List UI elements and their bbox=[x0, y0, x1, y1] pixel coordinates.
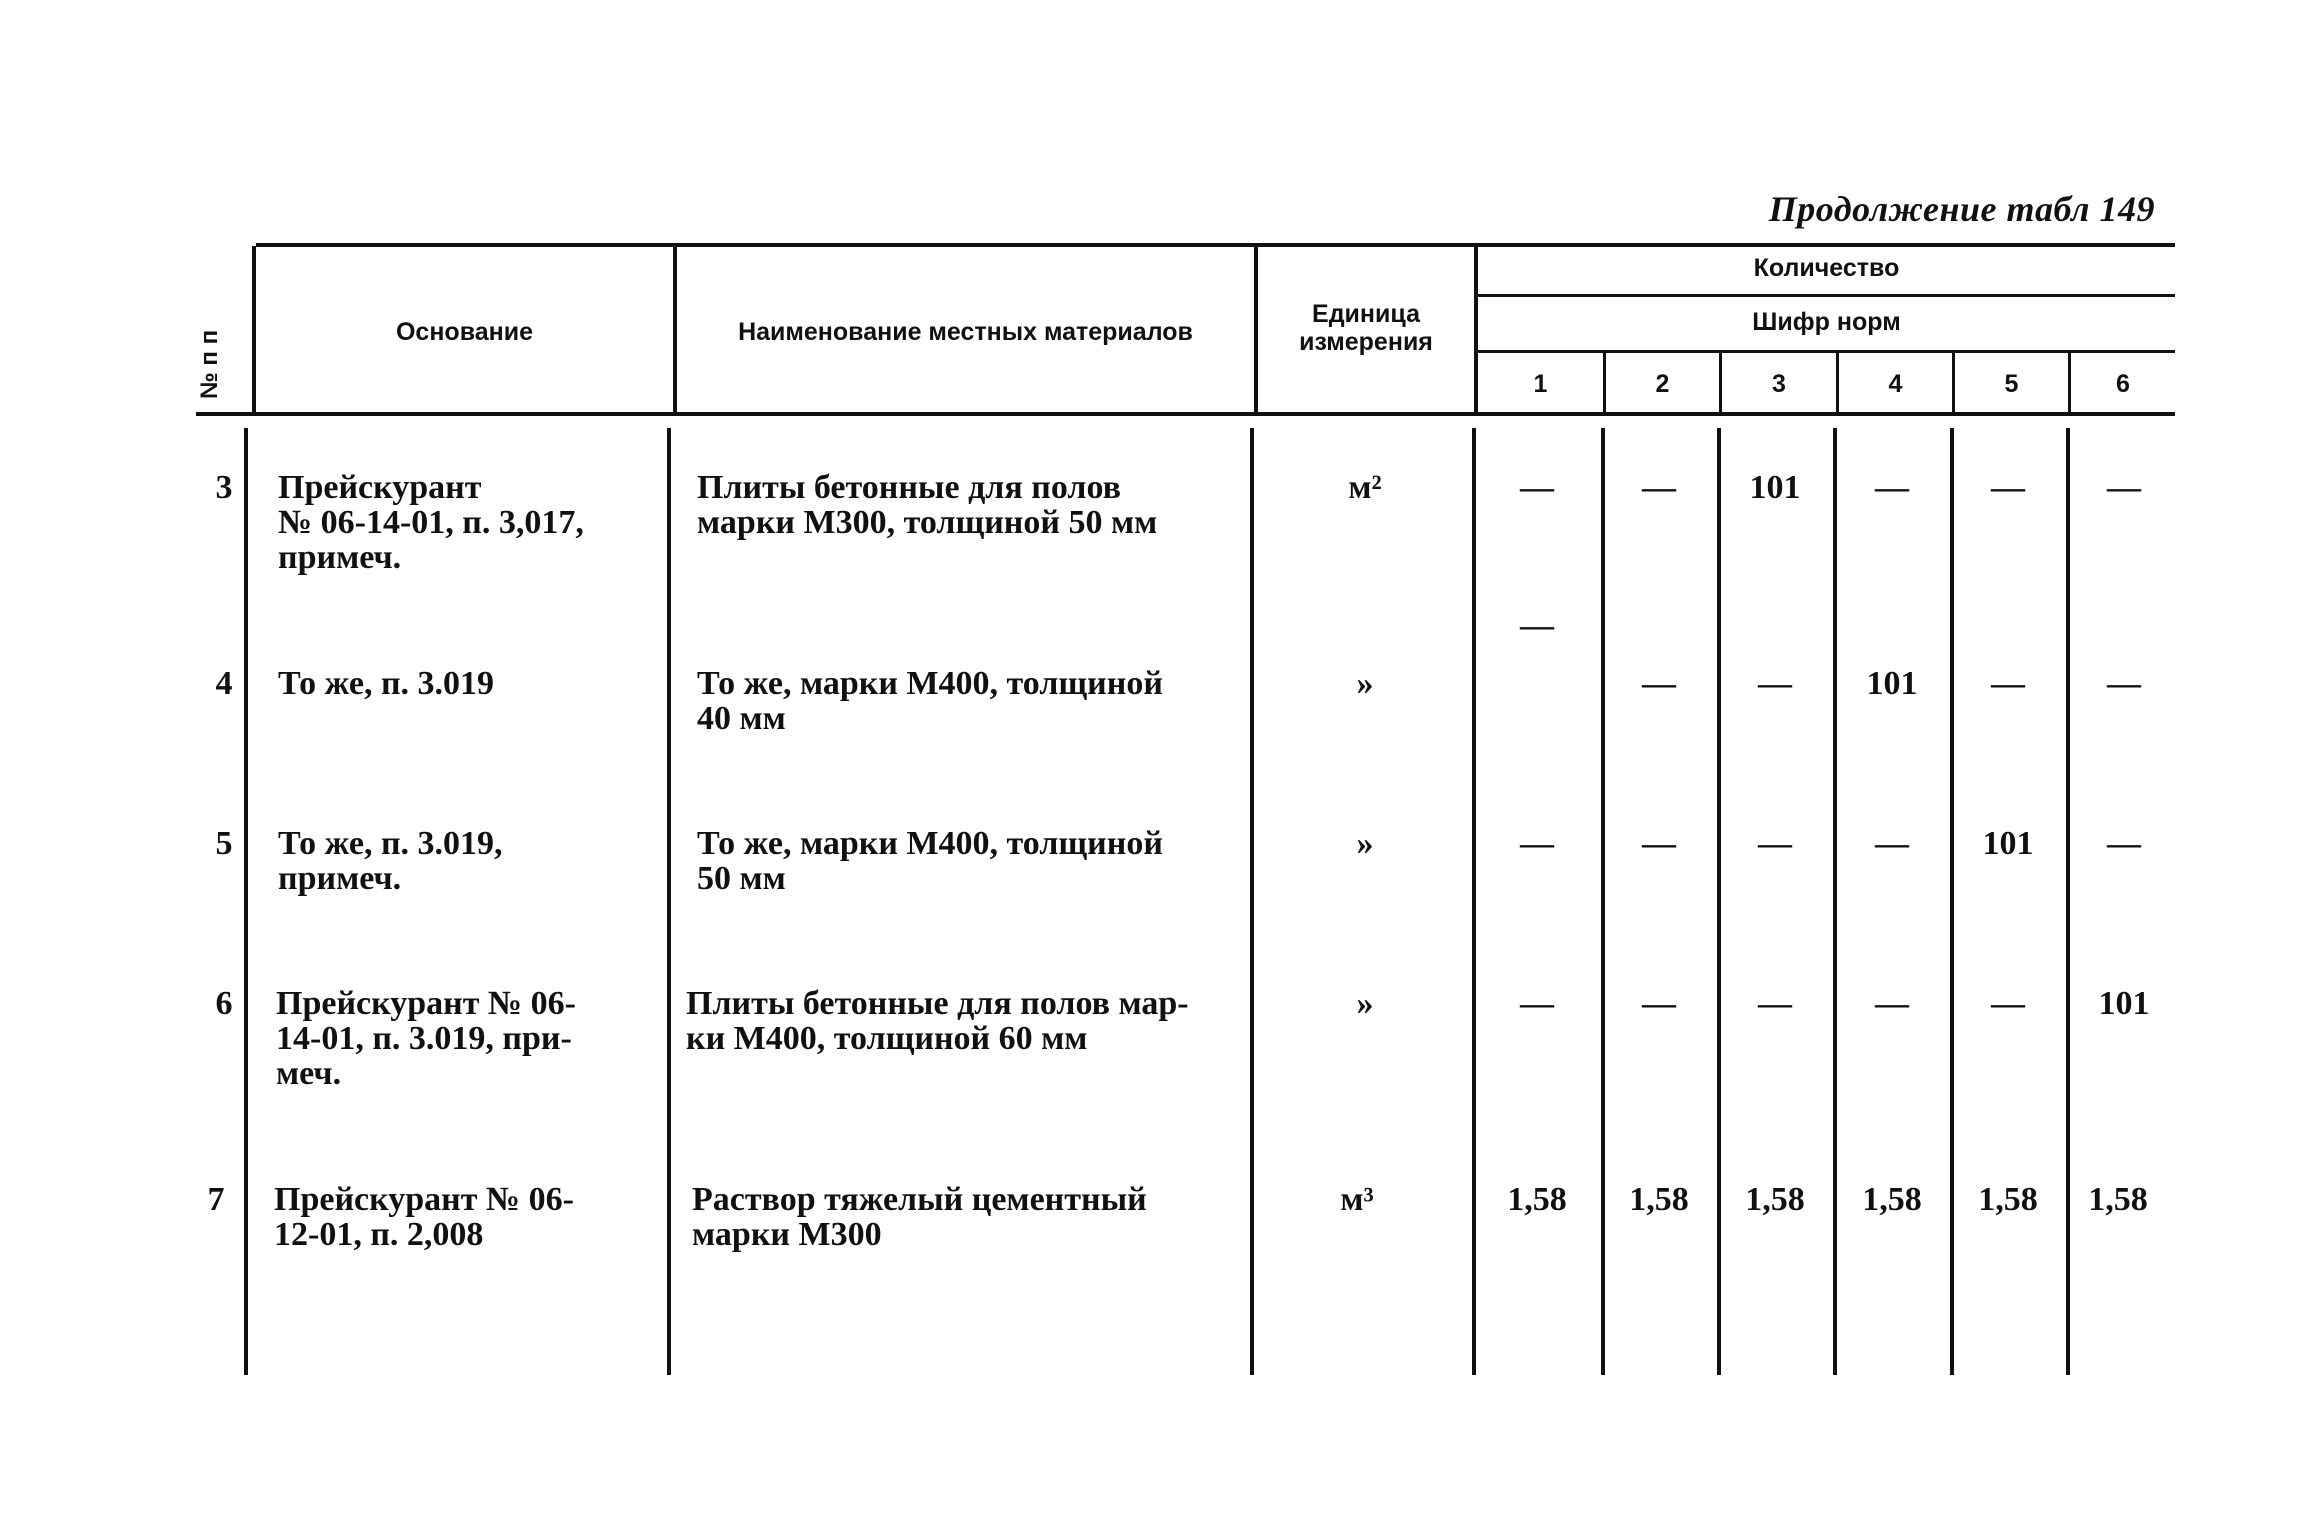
qty-col-6: 101 bbox=[2098, 985, 2150, 1022]
basis-line: Прейскурант № 06- bbox=[276, 985, 576, 1022]
body-line-q5 bbox=[1950, 428, 1954, 1375]
qty-col-2: — bbox=[1642, 985, 1676, 1022]
name-line: То же, марки М400, толщиной bbox=[697, 665, 1163, 702]
basis-line: Прейскурант № 06- bbox=[274, 1181, 574, 1218]
qty-col-4: — bbox=[1875, 985, 1909, 1022]
header-top-rule bbox=[256, 243, 2175, 247]
row-material-name bbox=[686, 986, 1227, 1056]
header-col-3: 3 bbox=[1772, 370, 1786, 398]
name-line: Раствор тяжелый цементный bbox=[692, 1181, 1147, 1218]
qty-col-3: — bbox=[1758, 665, 1792, 702]
body-line-unit bbox=[1250, 428, 1254, 1375]
qty-col-2: — bbox=[1642, 469, 1676, 506]
body-line-q2 bbox=[1601, 428, 1605, 1375]
header-material-name: Наименование местных материалов bbox=[738, 318, 1193, 346]
qty-col-2: 1,58 bbox=[1629, 1181, 1689, 1218]
row-material-name bbox=[697, 826, 1227, 896]
row-material-name bbox=[697, 666, 1227, 736]
row-basis bbox=[274, 1182, 648, 1252]
row-number: 7 bbox=[207, 1181, 225, 1218]
body-line-basis bbox=[244, 428, 248, 1375]
qty-col-1: — bbox=[1520, 607, 1554, 644]
header-unit-line2: измерения bbox=[1299, 328, 1433, 356]
qty-col-4: 1,58 bbox=[1862, 1181, 1922, 1218]
row-basis bbox=[278, 666, 648, 701]
qty-col-6: 1,58 bbox=[2088, 1181, 2148, 1218]
header-basis: Основание bbox=[395, 318, 534, 346]
basis-line: примеч. bbox=[278, 539, 402, 576]
qty-col-6: — bbox=[2107, 665, 2141, 702]
name-line: Плиты бетонные для полов мар- bbox=[686, 985, 1189, 1022]
row-basis bbox=[278, 470, 648, 575]
row-basis bbox=[276, 986, 648, 1091]
row-number: 4 bbox=[215, 665, 233, 702]
header-col-6: 6 bbox=[2116, 370, 2130, 398]
basis-line: То же, п. 3.019 bbox=[278, 665, 495, 702]
basis-line: 14-01, п. 3.019, при- bbox=[276, 1020, 572, 1057]
qty-col-5: 1,58 bbox=[1978, 1181, 2038, 1218]
row-basis bbox=[278, 826, 648, 896]
qty-col-1: — bbox=[1520, 825, 1554, 862]
qty-col-1: — bbox=[1520, 469, 1554, 506]
name-line: 50 мм bbox=[697, 860, 786, 897]
name-line: 40 мм bbox=[697, 700, 786, 737]
row-unit: » bbox=[1356, 825, 1374, 862]
body-line-q3 bbox=[1717, 428, 1721, 1375]
qty-col-3: — bbox=[1758, 825, 1792, 862]
header-col-5: 5 bbox=[2004, 370, 2019, 398]
header-unit-line1: Единица bbox=[1312, 300, 1420, 328]
name-line: ки М400, толщиной 60 мм bbox=[686, 1020, 1088, 1057]
basis-line: То же, п. 3.019, bbox=[278, 825, 503, 862]
basis-line: примеч. bbox=[278, 860, 402, 897]
basis-line: Прейскурант bbox=[278, 469, 482, 506]
basis-line: № 06-14-01, п. 3,017, bbox=[278, 504, 584, 541]
row-number: 5 bbox=[215, 825, 233, 862]
qty-col-3: 1,58 bbox=[1745, 1181, 1805, 1218]
qty-col-2: — bbox=[1642, 825, 1676, 862]
qty-col-5: — bbox=[1991, 665, 2025, 702]
body-line-name bbox=[667, 428, 671, 1375]
row-number: 6 bbox=[215, 985, 233, 1022]
basis-line: 12-01, п. 2,008 bbox=[274, 1216, 484, 1253]
basis-line: меч. bbox=[276, 1055, 342, 1092]
body-line-q4 bbox=[1833, 428, 1837, 1375]
name-line: марки М300 bbox=[692, 1216, 882, 1253]
qty-col-5: — bbox=[1991, 469, 2025, 506]
qty-col-1: — bbox=[1520, 985, 1554, 1022]
row-material-name bbox=[697, 470, 1227, 540]
qty-col-4: 101 bbox=[1866, 665, 1918, 702]
row-unit: » bbox=[1356, 665, 1374, 702]
qty-col-5: — bbox=[1991, 985, 2025, 1022]
qty-col-1: 1,58 bbox=[1507, 1181, 1567, 1218]
header-norm-code: Шифр норм bbox=[1752, 308, 1901, 336]
body-line-q1 bbox=[1472, 428, 1476, 1375]
qty-col-4: — bbox=[1875, 469, 1909, 506]
table-caption: Продолжение табл 149 bbox=[1768, 189, 2155, 229]
header-quantity: Количество bbox=[1753, 254, 1900, 282]
row-unit: » bbox=[1356, 985, 1374, 1022]
row-unit: м³ bbox=[1340, 1181, 1374, 1218]
row-unit: м² bbox=[1348, 469, 1382, 506]
qty-col-6: — bbox=[2107, 825, 2141, 862]
header-unit bbox=[1258, 300, 1474, 356]
row-material-name bbox=[692, 1182, 1227, 1252]
header-col-4: 4 bbox=[1888, 370, 1903, 398]
name-line: марки М300, толщиной 50 мм bbox=[697, 504, 1158, 541]
qty-col-3: 101 bbox=[1749, 469, 1801, 506]
qty-col-2: — bbox=[1642, 665, 1676, 702]
header-col-1: 1 bbox=[1533, 370, 1548, 398]
header-col-2: 2 bbox=[1655, 370, 1670, 398]
header-row-number: № п п bbox=[196, 329, 223, 399]
body-line-q6 bbox=[2066, 428, 2070, 1375]
qty-col-6: — bbox=[2107, 469, 2141, 506]
header-bottom-rule bbox=[196, 412, 2175, 416]
name-line: То же, марки М400, толщиной bbox=[697, 825, 1163, 862]
quantity-rule bbox=[1476, 294, 2175, 297]
row-number: 3 bbox=[215, 469, 233, 506]
name-line: Плиты бетонные для полов bbox=[697, 469, 1121, 506]
qty-col-4: — bbox=[1875, 825, 1909, 862]
qty-col-5: 101 bbox=[1982, 825, 2034, 862]
qty-col-3: — bbox=[1758, 985, 1792, 1022]
